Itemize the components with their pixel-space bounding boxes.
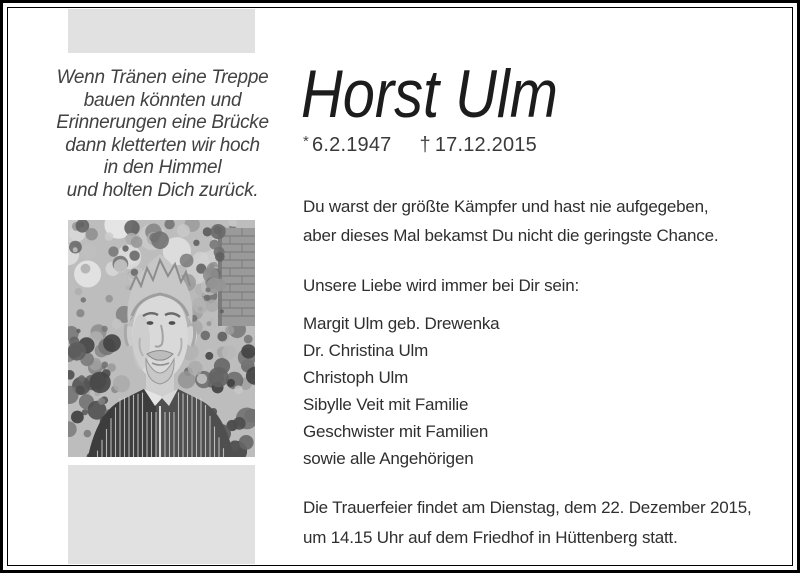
deceased-name: Horst Ulm: [301, 56, 558, 132]
funeral-line: um 14.15 Uhr auf dem Friedhof in Hüttenberg statt.: [303, 527, 678, 547]
poem-line: Wenn Tränen eine Treppe: [56, 67, 269, 88]
tribute-line: aber dieses Mal bekamst Du nicht die geringste Chance.: [303, 226, 719, 245]
funeral-details: [303, 493, 752, 552]
mourner-entry: sowie alle Angehörigen: [303, 449, 474, 468]
mourner-entry: Margit Ulm geb. Drewenka: [303, 314, 500, 333]
mourner-entry: Christoph Ulm: [303, 368, 409, 387]
poem-line: Erinnerungen eine Brücke: [56, 112, 269, 134]
mourner-entry: Sibylle Veit mit Familie: [303, 395, 469, 414]
birth-date-value: 6.2.1947: [312, 134, 392, 156]
mourners-list: [303, 310, 499, 472]
decorative-gray-block-bottom: [68, 465, 255, 564]
life-dates: [303, 134, 537, 157]
poem-line: dann kletterten wir hoch: [65, 134, 260, 156]
memorial-poem: [40, 67, 285, 203]
tribute-line: Du warst der größte Kämpfer und hast nie aufgegeben,: [303, 197, 709, 216]
love-line: Unsere Liebe wird immer bei Dir sein:: [303, 276, 580, 295]
poem-line: bauen könnten und: [83, 89, 242, 111]
mourner-entry: Dr. Christina Ulm: [303, 341, 429, 360]
poem-line: in den Himmel: [103, 157, 222, 179]
death-date-value: 17.12.2015: [434, 134, 537, 156]
portrait-photo: [68, 220, 255, 457]
death-date: [420, 134, 537, 156]
mourner-entry: Geschwister mit Familien: [303, 422, 489, 441]
portrait-photo-illustration: [68, 220, 255, 457]
birth-date: [303, 134, 392, 156]
tribute-paragraph: [303, 192, 718, 250]
poem-line: und holten Dich zurück.: [66, 179, 259, 201]
funeral-line: Die Trauerfeier findet am Dienstag, dem 22. Dezember 2015,: [303, 498, 752, 517]
dagger-symbol: †: [419, 134, 431, 156]
decorative-gray-block-top: [68, 9, 255, 53]
born-symbol: *: [303, 133, 310, 150]
